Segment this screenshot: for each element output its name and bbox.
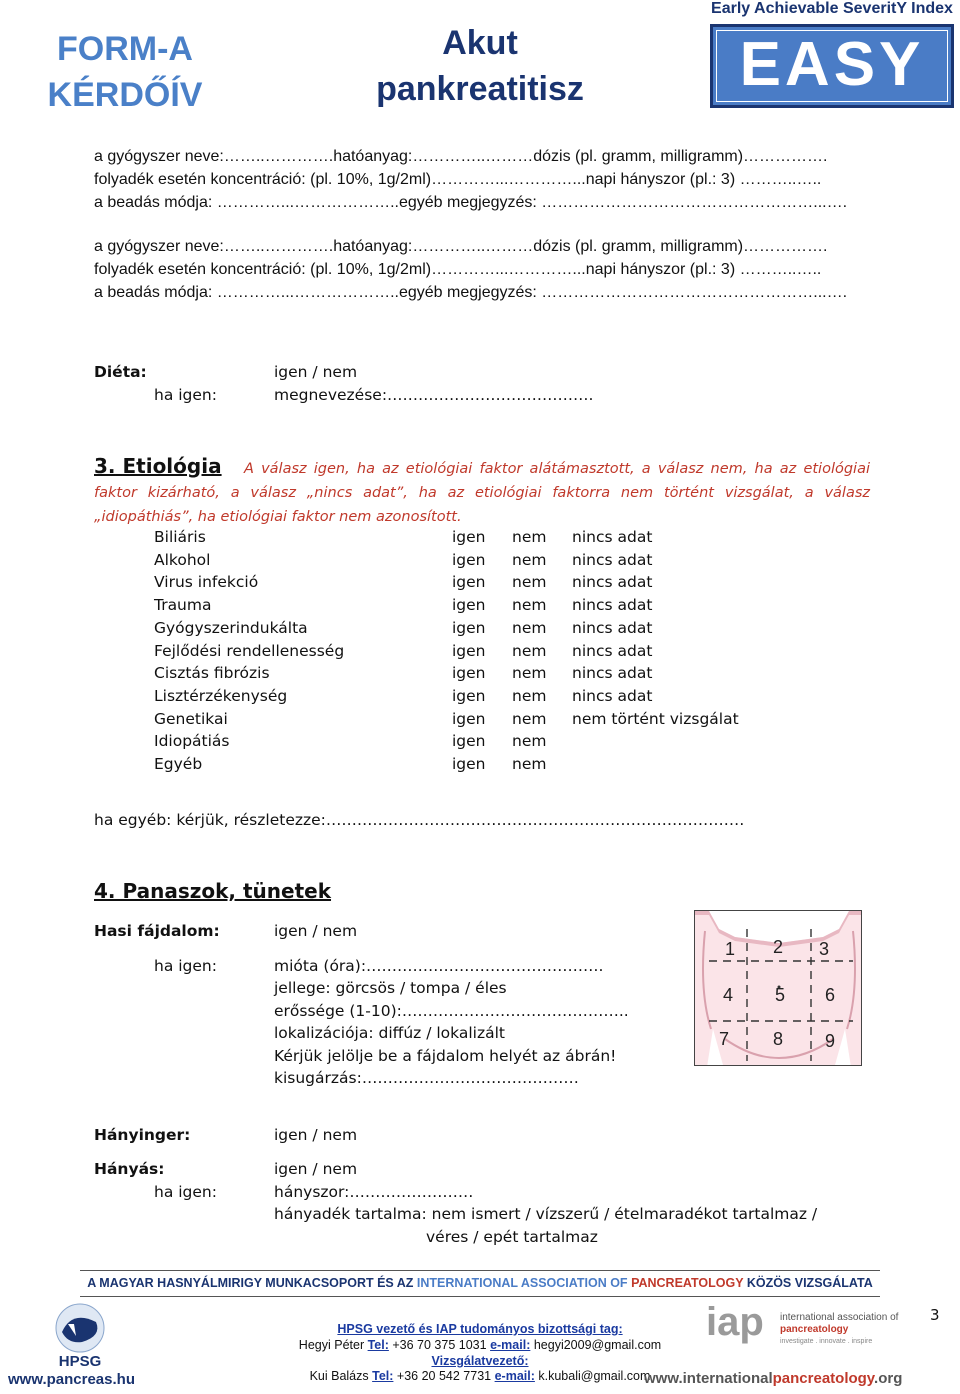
footer-divider (80, 1296, 880, 1297)
table-row (154, 753, 854, 775)
table-row (154, 685, 854, 707)
etiology-factor-name: Lisztérzékenység (154, 686, 288, 705)
vomiting-if-yes: ha igen: (154, 1183, 217, 1201)
section-title: Etiológia (122, 454, 222, 478)
drug-line-2[interactable]: folyadék esetén koncentráció: (pl. 10%, 1g/2ml)…………...…………...napi hányszor (pl.: 3) ………..….. (94, 261, 822, 278)
option-no-data[interactable]: nincs adat (572, 573, 653, 592)
etiology-factor-name: Genetikai (154, 709, 228, 728)
option-no[interactable]: nem (512, 528, 547, 546)
diet-label: Diéta: (94, 363, 147, 381)
nausea-options[interactable]: igen / nem (274, 1126, 358, 1144)
table-row (154, 549, 854, 571)
table-row (154, 730, 854, 752)
table-row (154, 594, 854, 616)
drug-line-2[interactable]: folyadék esetén koncentráció: (pl. 10%, 1g/2ml)…………...…………...napi hányszor (pl.: 3) ………..….. (94, 171, 822, 188)
option-yes[interactable]: igen (452, 573, 486, 592)
etiology-factor-name: Idiopátiás (154, 732, 230, 751)
option-no[interactable]: nem (512, 709, 547, 728)
pain-location-instruction: Kérjük jelölje be a fájdalom helyét az ábrán! (274, 1047, 617, 1065)
etiology-factor-name: Biliáris (154, 528, 206, 546)
page-number: 3 (930, 1306, 940, 1324)
option-no-data[interactable]: nincs adat (572, 618, 653, 637)
lead-title: HPSG vezető és IAP tudományos bizottsági tag: (337, 1322, 623, 1336)
symptoms-title: 4. Panaszok, tünetek (94, 879, 332, 903)
region-1[interactable]: 1 (725, 939, 736, 959)
page-title: Akut pankreatitisz (376, 24, 584, 108)
etiology-factor-name: Alkohol (154, 550, 211, 569)
abdominal-pain-if-yes: ha igen: (154, 957, 217, 975)
option-yes[interactable]: igen (452, 618, 486, 637)
option-no-data[interactable]: nincs adat (572, 550, 653, 569)
drug-line-1[interactable]: a gyógyszer neve:……..………….hatóanyag:…………..………dózis (pl. gramm, milligramm)……………. (94, 238, 828, 255)
table-row (154, 662, 854, 684)
etiology-factor-name: Fejlődési rendellenesség (154, 641, 345, 660)
footer-divider (80, 1270, 880, 1271)
index-title: Early Achievable SeveritY Index (711, 0, 953, 17)
vomit-content-options-cont[interactable]: véres / epét tartalmaz (426, 1228, 598, 1246)
table-row (154, 708, 854, 730)
abdominal-pain-options[interactable]: igen / nem (274, 922, 358, 940)
drug-line-1[interactable]: a gyógyszer neve:……..………….hatóanyag:…………..………dózis (pl. gramm, milligramm)……………. (94, 148, 828, 165)
footer-study-banner: A MAGYAR HASNYÁLMIRIGY MUNKACSOPORT ÉS AZ INTERNATIONAL ASSOCIATION OF PANCREATOLOGY KÖZÖS VIZSGÁLATA (87, 1276, 873, 1290)
iap-website-link[interactable]: www.internationalpancreatology.org (644, 1370, 903, 1387)
hpsg-emblem-icon (38, 1302, 122, 1370)
region-3[interactable]: 3 (819, 939, 830, 959)
table-row (154, 526, 854, 548)
option-yes[interactable]: igen (452, 709, 486, 728)
region-8[interactable]: 8 (773, 1029, 784, 1049)
etiology-factor-name: Trauma (154, 596, 212, 615)
option-yes[interactable]: igen (452, 528, 486, 546)
svg-text:HPSG: HPSG (58, 1353, 102, 1370)
option-no[interactable]: nem (512, 686, 547, 705)
etiology-description: A válasz igen, ha az etiológiai faktor alátámasztott, a válasz nem, ha az etiológiai faktor kizárható, a válasz „nincs adat”, ha az etiológiai faktorra nem történt vizsgálat, a válasz „idiopáthiás”, ha etiológiai faktor nem azonosított. (94, 461, 870, 525)
drug-line-3[interactable]: a beadás módja: …………...………………..egyéb megjegyzés: ……………………………………………...…. (94, 284, 848, 301)
region-2[interactable]: 2 (773, 937, 784, 957)
option-no[interactable]: nem (512, 732, 547, 751)
hpsg-website-link[interactable]: www.pancreas.hu (8, 1371, 135, 1388)
investigator-email-link[interactable]: k.kubali@gmail.com (538, 1369, 651, 1383)
option-no[interactable]: nem (512, 618, 547, 637)
pain-duration-field[interactable]: mióta (óra):………………………………………. (274, 957, 604, 975)
diet-if-yes: ha igen: (154, 386, 217, 404)
nausea-label: Hányinger: (94, 1126, 191, 1144)
iap-logo: iap international association of pancreatology investigate . innovate . inspire (706, 1300, 899, 1345)
option-yes[interactable]: igen (452, 664, 486, 683)
option-yes[interactable]: igen (452, 686, 486, 705)
table-row (154, 571, 854, 593)
option-no[interactable]: nem (512, 550, 547, 569)
investigator-title: Vizsgálatvezető: (431, 1354, 529, 1368)
etiology-factor-name: Gyógyszerindukálta (154, 618, 308, 637)
option-no-data[interactable]: nincs adat (572, 528, 653, 546)
etiology-factor-name: Egyéb (154, 755, 203, 773)
form-label: FORM-A KÉRDŐÍV (47, 30, 203, 114)
easy-logo: EASY (710, 24, 954, 108)
vomiting-label: Hányás: (94, 1160, 165, 1178)
option-no-data[interactable]: nincs adat (572, 641, 653, 660)
abdomen-diagram[interactable] (694, 910, 862, 1066)
abdomen-illustration (695, 911, 862, 1066)
etiology-factor-name: Virus infekció (154, 573, 259, 592)
pain-radiation-field[interactable]: kisugárzás:…………………………………… (274, 1069, 579, 1087)
section-number: 3. (94, 454, 116, 478)
option-no[interactable]: nem (512, 641, 547, 660)
iap-logo-text: iap (706, 1300, 764, 1344)
table-row (154, 640, 854, 662)
option-no[interactable]: nem (512, 755, 547, 773)
pain-localization-options[interactable]: lokalizációja: diffúz / lokalizált (274, 1024, 505, 1042)
option-no-data[interactable]: nem történt vizsgálat (572, 709, 739, 728)
option-no-data[interactable]: nincs adat (572, 664, 653, 683)
option-yes[interactable]: igen (452, 550, 486, 569)
option-no-data[interactable]: nincs adat (572, 596, 653, 615)
region-6[interactable]: 6 (825, 985, 836, 1005)
hpsg-logo (38, 1302, 122, 1370)
option-no[interactable]: nem (512, 664, 547, 683)
option-yes[interactable]: igen (452, 596, 486, 615)
diet-name-field[interactable]: megnevezése:…………………………………. (274, 386, 594, 404)
pain-intensity-field[interactable]: erőssége (1-10):…………………………………….. (274, 1002, 629, 1020)
diet-options[interactable]: igen / nem (274, 363, 358, 381)
drug-line-3[interactable]: a beadás módja: …………...………………..egyéb megjegyzés: ……………………………………………...…. (94, 194, 848, 211)
region-7[interactable]: 7 (719, 1029, 730, 1049)
lead-email-link[interactable]: hegyi2009@gmail.com (533, 1338, 662, 1352)
lead-contact: Hegyi Péter Tel: +36 70 375 1031 e-mail: hegyi2009@gmail.com (298, 1338, 662, 1352)
investigator-contact: Kui Balázs Tel: +36 20 542 7731 e-mail: k.kubali@gmail.com (309, 1369, 651, 1383)
etiology-section-header (94, 454, 870, 529)
pain-character-options[interactable]: jellege: görcsös / tompa / éles (274, 979, 507, 997)
option-no[interactable]: nem (512, 596, 547, 615)
region-4[interactable]: 4 (723, 985, 734, 1005)
vomiting-options[interactable]: igen / nem (274, 1160, 358, 1178)
table-row (154, 617, 854, 639)
option-yes[interactable]: igen (452, 732, 486, 751)
option-no-data[interactable]: nincs adat (572, 686, 653, 705)
vomiting-count-field[interactable]: hányszor:…………………… (274, 1183, 474, 1201)
region-9[interactable]: 9 (825, 1031, 836, 1051)
vomit-content-options[interactable]: hányadék tartalma: nem ismert / vízszerű / ételmaradékot tartalmaz / (274, 1205, 818, 1223)
region-5[interactable]: 5 (775, 985, 786, 1005)
option-yes[interactable]: igen (452, 641, 486, 660)
etiology-factor-name: Cisztás fibrózis (154, 664, 270, 683)
option-no[interactable]: nem (512, 573, 547, 592)
option-yes[interactable]: igen (452, 755, 486, 773)
other-detail-field[interactable]: ha egyéb: kérjük, részletezze:……………………………………………………………………… (94, 811, 745, 829)
abdominal-pain-label: Hasi fájdalom: (94, 922, 220, 940)
